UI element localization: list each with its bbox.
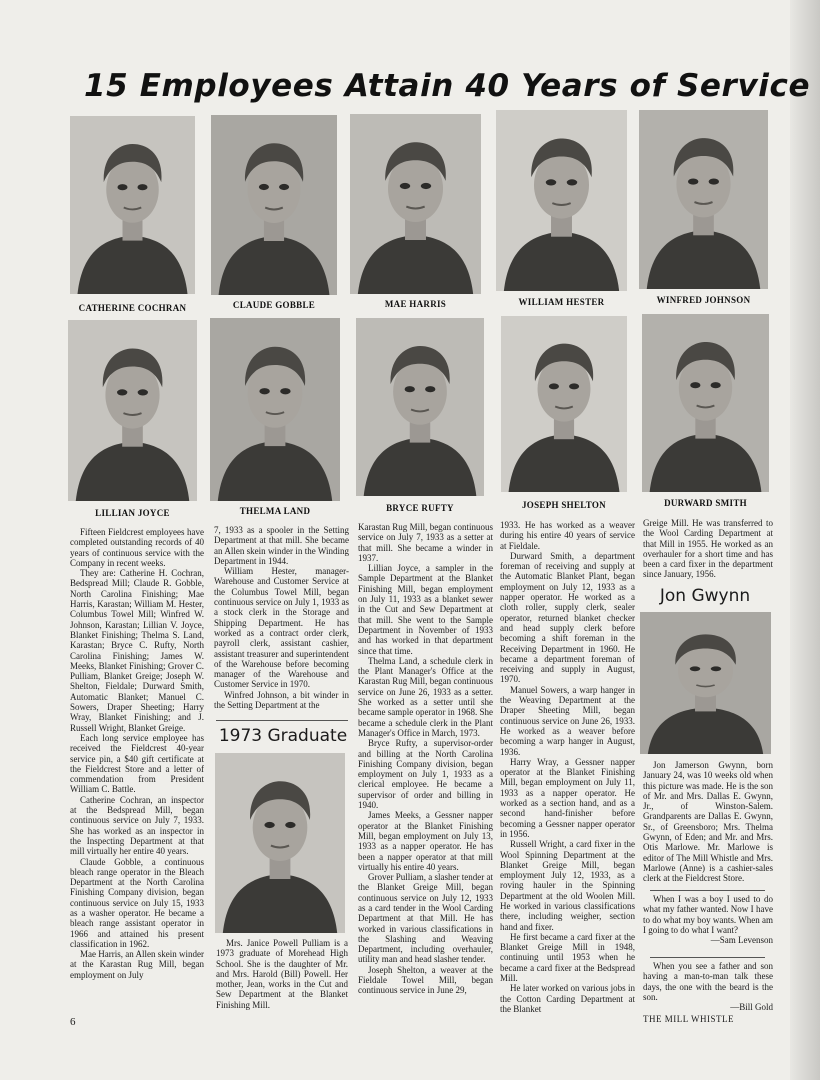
photo-caption: CLAUDE GOBBLE	[232, 300, 316, 310]
paragraph: Bryce Rufty, a supervisor-order and billing at the North Carolina Finishing Company division, began employment on July 1, 1933 as a clerical employee. He became a supervisor of order and billing in 1940.	[358, 738, 493, 811]
portrait-photo	[70, 116, 195, 294]
graduate-title: 1973 Graduate	[218, 726, 348, 746]
gwynn-caption	[643, 760, 773, 888]
paragraph: Greige Mill. He was transferred to the Wool Carding Department at that Mill in 1955. He worked as an overhauler for a short time and has been a card fixer in the department since January, 1956.	[643, 518, 773, 580]
paragraph: William Hester, manager-Warehouse and Customer Service at the Columbus Towel Mill, began continuous service on July 1, 1933 as a stock clerk in the Storage and Shipping Department. He has worked as a contract order clerk, payroll clerk, assistant cashier, assistant treasurer and superintendent of the Warehouse before becoming manager of the Warehouse and Customer Service in 1970.	[214, 566, 349, 690]
article-column	[358, 522, 493, 1000]
paragraph: Claude Gobble, a continuous bleach range operator in the Bleach Department at the North Carolina Finishing Company division, began continuous service on July 15, 1933 as a washer operator. He became a bleach range assistant operator in 1966 and attained his present classification in 1962.	[70, 856, 204, 949]
paragraph: Russell Wright, a card fixer in the Wool Spinning Department at the Blanket Greige Mill, began employment July 12, 1933, as a roving hauler in the Spinning Department at the old Woolen Mill. He worked in various classifications there, including weigher, section hand and fixer.	[500, 839, 635, 932]
paragraph: 7, 1933 as a spooler in the Setting Department at that mill. She became an Allen skein winder in the Winding Department in 1944.	[214, 525, 349, 566]
quote-gold	[643, 961, 773, 1012]
page-number: 6	[70, 1016, 76, 1028]
paragraph: He later worked on various jobs in the Cotton Carding Department at the Blanket	[500, 983, 635, 1014]
paragraph: Karastan Rug Mill, began continuous service on July 7, 1933 as a setter at that mill. She became a winder in 1937.	[358, 522, 493, 563]
photo-caption: DURWARD SMITH	[664, 498, 747, 508]
photo-caption: THELMA LAND	[239, 506, 311, 516]
publication-name: THE MILL WHISTLE	[643, 1014, 734, 1024]
paragraph: Each long service employee has received the Fieldcrest 40-year service pin, a $40 gift certificate at the Fieldcrest Store and a letter of commendation from President William C. Battle.	[70, 732, 204, 795]
portrait-photo	[501, 316, 627, 492]
baby-photo	[640, 612, 771, 754]
photo-caption: WINFRED JOHNSON	[656, 295, 751, 305]
paragraph: Joseph Shelton, a weaver at the Fieldale Towel Mill, began continuous service in June 29,	[358, 964, 493, 996]
portrait-photo	[350, 114, 481, 294]
quote-author: —Sam Levenson	[710, 935, 773, 946]
article-column	[500, 520, 635, 1014]
quote-text: When I was a boy I used to do what my father wanted. Now I have to do what my boy wants. When am I going to do what I want?	[643, 894, 773, 935]
headline: 15 Employees Attain 40 Years of Service	[84, 68, 811, 104]
paragraph: Winfred Johnson, a bit winder in the Setting Department at the	[214, 689, 349, 711]
portrait-photo	[496, 110, 627, 291]
paragraph: Mae Harris, an Allen skein winder at the Karastan Rug Mill, began employment on July	[70, 949, 204, 980]
quote-levenson	[643, 894, 773, 945]
quote-author: —Bill Gold	[730, 1002, 773, 1013]
portrait-photo	[68, 320, 197, 501]
photo-caption: CATHERINE COCHRAN	[78, 303, 187, 313]
article-column	[214, 525, 349, 717]
section-rule	[650, 890, 765, 891]
paragraph: Harry Wray, a Gessner napper operator at the Blanket Finishing Mill, began employment on July 11, 1933 as a napper operator. He worked as a section hand, and as a second hand-finisher before becoming a Gessner napper operator in 1956.	[500, 756, 635, 839]
paragraph: Lillian Joyce, a sampler in the Sample Department at the Blanket Finishing Mill, began employment on July 11, 1933 as a blanket sewer in the Cut and Sew Department at that mill. She went to the Sample Department in November of 1933 and has worked in that department since that time.	[358, 563, 493, 656]
paragraph: Thelma Land, a schedule clerk in the Plant Manager's Office at the Karastan Rug Mill, began continuous service on June 26, 1933 as a setter. She worked as a setter until she became sample operator in 1968. She became a schedule clerk in the Plant Manager's Office in March, 1973.	[358, 655, 493, 738]
portrait-photo	[639, 110, 768, 289]
photo-caption: MAE HARRIS	[384, 299, 447, 309]
portrait-photo	[356, 318, 484, 496]
paragraph: Grover Pulliam, a slasher tender at the Blanket Greige Mill, began continuous service on July 12, 1933 as a card tender in the Wool Carding Department at that Mill. He has worked in various classifications in the Slashing and Weaving Department, including overhauler, utility man and head slasher tender.	[358, 872, 493, 965]
photo-caption: LILLIAN JOYCE	[95, 508, 170, 518]
graduate-caption	[216, 938, 348, 1008]
section-rule	[216, 720, 348, 721]
paragraph: Manuel Sowers, a warp hanger in the Weaving Department at the Draper Sheeting Mill, began continuous service on June 26, 1933. He worked as a weaver before becoming a warp hanger in August, 1936.	[500, 684, 635, 757]
page-edge	[790, 0, 820, 1080]
photo-caption: WILLIAM HESTER	[518, 297, 605, 307]
article-column	[643, 518, 773, 580]
graduate-photo	[215, 753, 345, 933]
paragraph: James Meeks, a Gessner napper operator at the Blanket Finishing Mill, began employment on July 13, 1933 as a napper operator. He has been a napper operator at that mill virtually his entire 40 years.	[358, 810, 493, 872]
quote-text: When you see a father and son having a man-to-man talk these days, the one with the beard is the son.	[643, 961, 773, 1002]
portrait-photo	[642, 314, 769, 492]
paragraph: Jon Jamerson Gwynn, born January 24, was 10 weeks old when this picture was made. He is the son of Mr. and Mrs. Dallas E. Gwynn, Jr., of Winston-Salem. Grandparents are Dallas E. Gwynn, Sr., of Greensboro; Mrs. Thelma Gwynn, of Eden; and Mr. and Mrs. Otis Marlowe. Mr. Marlowe is editor of The Mill Whistle and Mrs. Marlowe (Anne) is a cashier-sales clerk at the Fieldcrest Store.	[643, 760, 773, 884]
photo-caption: BRYCE RUFTY	[386, 503, 454, 513]
paragraph: He first became a card fixer at the Blanket Greige Mill in 1948, continuing until 1953 when he became a card fixer at the Bedspread Mill.	[500, 931, 635, 984]
gwynn-title: Jon Gwynn	[659, 586, 751, 606]
paragraph: Mrs. Janice Powell Pulliam is a 1973 graduate of Morehead High School. She is the daughter of Mr. and Mrs. Harold (Bill) Powell. Her mother, Jean, works in the Cut and Sew Department at the Blanket Finishing Mill.	[216, 938, 348, 1010]
paragraph: They are: Catherine H. Cochran, Bedspread Mill; Claude R. Gobble, North Carolina Finishing; Mae Harris, Karastan; William M. Hester, Columbus Towel Mill; Winfred W. Johnson, Karastan; Lillian V. Joyce, Blanket Finishing; Thelma S. Land, Karastan; Bryce C. Rufty, North Carolina Finishing; James W. Meeks, Blanket Finishing; Grover C. Pulliam, Blanket Greige; Joseph W. Shelton, Fieldale; Durward Smith, Automatic Blanket; Manuel C. Sowers, Draper Sheeting; Harry Wray, Blanket Finishing; and J. Russell Wright, Blanket Greige.	[70, 568, 204, 733]
section-rule	[650, 957, 765, 958]
photo-caption: JOSEPH SHELTON	[522, 500, 606, 510]
portrait-photo	[210, 318, 340, 501]
article-column	[70, 527, 204, 1005]
paragraph: Catherine Cochran, an inspector at the Bedspread Mill, began continuous service on July 7, 1933. She has worked as an inspector in the Inspecting Department at that mill virtually her entire 40 years.	[70, 794, 204, 857]
portrait-photo	[211, 115, 337, 295]
paragraph: Durward Smith, a department foreman of receiving and supply at the Automatic Blanket Plant, began employment on July 12, 1933 as a napper operator. He worked as a cloth roller, supply clerk, sealer operator, returned blanket checker and head supply clerk before becoming a shift foreman in the Receiving Department in 1960. He became a department foreman of receiving and supply in August, 1970.	[500, 550, 635, 685]
paragraph: Fifteen Fieldcrest employees have completed outstanding records of 40 years of continuous service with the Company in recent weeks.	[70, 527, 204, 568]
paragraph: 1933. He has worked as a weaver during his entire 40 years of service at Fieldale.	[500, 520, 635, 551]
